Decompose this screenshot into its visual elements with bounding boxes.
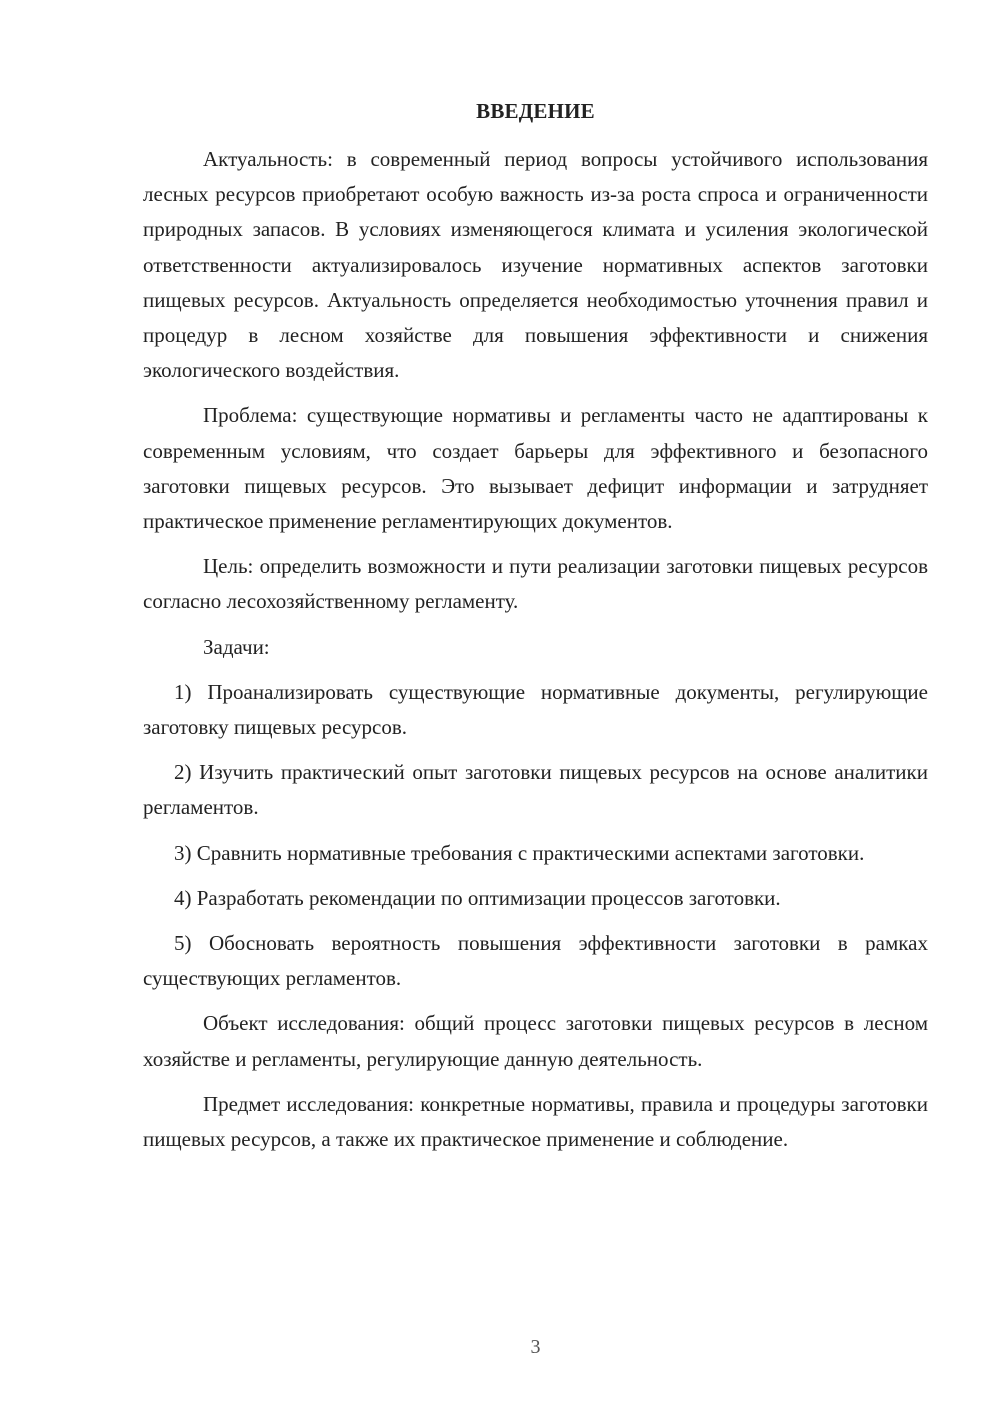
paragraph-subject: Предмет исследования: конкретные нормативы, правила и процедуры заготовки пищевых ресурсов, а также их практическое применение и соблюдение. xyxy=(143,1091,928,1152)
page-number: 3 xyxy=(530,1336,541,1358)
page-title: ВВЕДЕНИЕ xyxy=(476,99,595,123)
task-item-5: 5) Обосновать вероятность повышения эффективности заготовки в рамках существующих регламентов. xyxy=(143,931,928,991)
paragraph-problem: Проблема: существующие нормативы и регламенты часто не адаптированы к современным условиям, что создает барьеры для эффективного и безопасного заготовки пищевых ресурсов. Это вызывает дефицит информации и затрудняет практическое применение регламентирующих документов. xyxy=(143,403,928,534)
paragraph-goal: Цель: определить возможности и пути реализации заготовки пищевых ресурсов согласно лесохозяйственному регламенту. xyxy=(143,554,928,614)
document-page xyxy=(143,0,928,1414)
task-item-1: 1) Проанализировать существующие нормативные документы, регулирующие заготовку пищевых ресурсов. xyxy=(143,679,928,740)
paragraph-object: Объект исследования: общий процесс заготовки пищевых ресурсов в лесном хозяйстве и регламенты, регулирующие данную деятельность. xyxy=(143,1011,928,1071)
task-item-2: 2) Изучить практический опыт заготовки пищевых ресурсов на основе аналитики регламентов. xyxy=(143,760,928,820)
tasks-heading: Задачи: xyxy=(203,634,270,659)
task-item-4: 4) Разработать рекомендации по оптимизации процессов заготовки. xyxy=(174,885,781,910)
document-body xyxy=(143,142,928,1167)
paragraph-relevance: Актуальность: в современный период вопросы устойчивого использования лесных ресурсов приобретают особую важность из-за роста спроса и ограниченности природных запасов. В условиях изменяющегося климата и усиления экологической ответственности актуализировалось изучение нормативных аспектов заготовки пищевых ресурсов. Актуальность определяется необходимостью уточнения правил и процедур в лесном хозяйстве для повышения эффективности и снижения экологического воздействия. xyxy=(143,147,928,383)
task-item-3: 3) Сравнить нормативные требования с практическими аспектами заготовки. xyxy=(174,840,865,865)
